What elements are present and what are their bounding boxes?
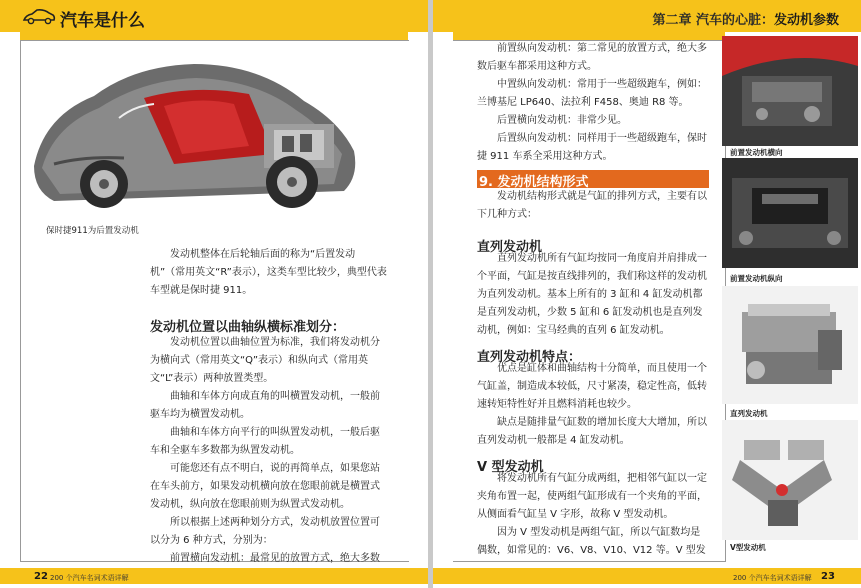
v-engine-body — [477, 470, 709, 560]
inline-features-paragraph: 缺点是随排量气缸数的增加长度大大增加，所以直列发动机一般都是 4 缸发动机。 — [477, 417, 707, 446]
section-9-paragraph: 发动机结构形式就是气缸的排列方式，主要有以下几种方式： — [477, 191, 707, 220]
inline-engine-image — [722, 286, 858, 404]
right-paragraph: 中置纵向发动机：常用于一些超级跑车，例如：兰博基尼 LP640、法拉利 F458、奥迪 R8 等。 — [477, 79, 707, 108]
right-header-tab — [453, 32, 725, 40]
porsche-911-cutaway-image — [24, 46, 364, 224]
chapter-title — [652, 9, 839, 28]
left-footer-text: 200 个汽车名词术语详解 — [50, 574, 129, 582]
left-paragraph: 可能您还有点不明白，说的再简单点，如果您站在车头前方，如果发动机横向放在您眼前就是横置式发动机，纵向放在您眼前则为纵置式发动机。 — [150, 463, 380, 510]
book-title: 汽车是什么 — [60, 11, 145, 31]
v-engine-image — [722, 420, 858, 540]
left-header-tab — [20, 32, 408, 40]
inline-engine-paragraph: 直列发动机所有气缸均按同一角度肩并肩排成一个平面，气缸是按直线排列的，我们称这样的发动机为直列发动机。基本上所有的 3 缸和 4 缸发动机都是直列发动机，少数 5 缸和 6 缸发动机也是直列发动机，例如：宝马经典的直列 6 缸发动机。 — [477, 253, 707, 336]
front-longitudinal-caption: 前置发动机纵向 — [730, 274, 783, 283]
left-paragraph: 所以根据上述两种划分方式，发动机放置位置可以分为 6 种方式，分别为： — [150, 517, 380, 546]
right-footer-bar — [433, 568, 861, 584]
left-paragraph: 曲轴和车体方向成直角的叫横置发动机，一般前驱车均为横置发动机。 — [150, 391, 380, 420]
inline-features-paragraph: 优点是缸体和曲轴结构十分简单，而且使用一个气缸盖，制造成本较低，尺寸紧凑，稳定性高，低转速转矩特性好并且燃料消耗也较少。 — [477, 363, 707, 410]
right-header-bar — [433, 0, 861, 32]
left-paragraph: 前置横向发动机：最常见的放置方式，绝大多数 — [170, 553, 380, 564]
section-9-title: 9. 发动机结构形式 — [479, 175, 589, 190]
right-paragraph: 后置纵向发动机：同样用于一些超级跑车，保时捷 911 车系全采用这种方式。 — [477, 133, 707, 162]
section-9-intro — [477, 188, 709, 224]
inline-features-heading: 直列发动机特点： — [477, 350, 582, 365]
left-intro — [150, 246, 388, 300]
chapter-section: 发动机参数 — [773, 13, 839, 28]
right-paragraph: 后置横向发动机：非常少见。 — [497, 115, 627, 126]
car-logo-icon — [22, 7, 56, 25]
left-footer-bar — [0, 568, 428, 584]
v-engine-heading: V 型发动机 — [477, 460, 544, 475]
v-engine-paragraph: 将发动机所有气缸分成两组，把相邻气缸以一定夹角布置一起，使两组气缸形成有一个夹角的平面，从侧面看气缸呈 V 字形，故称 V 型发动机。 — [477, 473, 707, 520]
inline-engine-body — [477, 250, 709, 340]
left-header-bar — [0, 0, 428, 32]
inline-features-body — [477, 360, 709, 450]
front-longitudinal-engine-image — [722, 158, 858, 268]
left-page — [0, 0, 428, 588]
front-transverse-caption: 前置发动机横向 — [730, 148, 783, 157]
porsche-caption: 保时捷911为后置发动机 — [46, 226, 139, 236]
right-page-number: 23 — [821, 571, 835, 582]
left-page-number: 22 — [34, 571, 48, 582]
right-top-body — [477, 40, 709, 166]
right-paragraph: 前置纵向发动机：第二常见的放置方式，绝大多数后驱车都采用这种方式。 — [477, 43, 707, 72]
inline-engine-caption: 直列发动机 — [730, 409, 768, 418]
right-page — [433, 0, 861, 588]
left-body — [150, 334, 388, 586]
left-paragraph: 发动机位置以曲轴位置为标准，我们将发动机分为横向式（常用英文“Q”表示）和纵向式（常用英文“L”表示）两种放置类型。 — [150, 337, 380, 384]
left-intro-paragraph: 发动机整体在后轮轴后面的称为“后置发动机”（常用英文“R”表示），这类车型比较少，典型代表车型就是保时捷 911。 — [150, 249, 387, 296]
section-9-band — [477, 170, 709, 188]
right-footer-text: 200 个汽车名词术语详解 — [733, 574, 812, 582]
left-paragraph: 曲轴和车体方向平行的叫纵置发动机，一般后驱车和全驱车多数都为纵置发动机。 — [150, 427, 380, 456]
v-engine-paragraph: 因为 V 型发动机是两组气缸，所以气缸数均是偶数，如常见的：V6、V8、V10、V12 等。V 型发 — [477, 527, 706, 556]
left-section-heading: 发动机位置以曲轴纵横标准划分： — [150, 320, 346, 335]
chapter-label: 第二章 汽车的心脏： — [652, 13, 774, 28]
inline-engine-heading: 直列发动机 — [477, 240, 543, 255]
front-transverse-engine-image — [722, 36, 858, 146]
v-engine-caption: V型发动机 — [730, 543, 766, 552]
